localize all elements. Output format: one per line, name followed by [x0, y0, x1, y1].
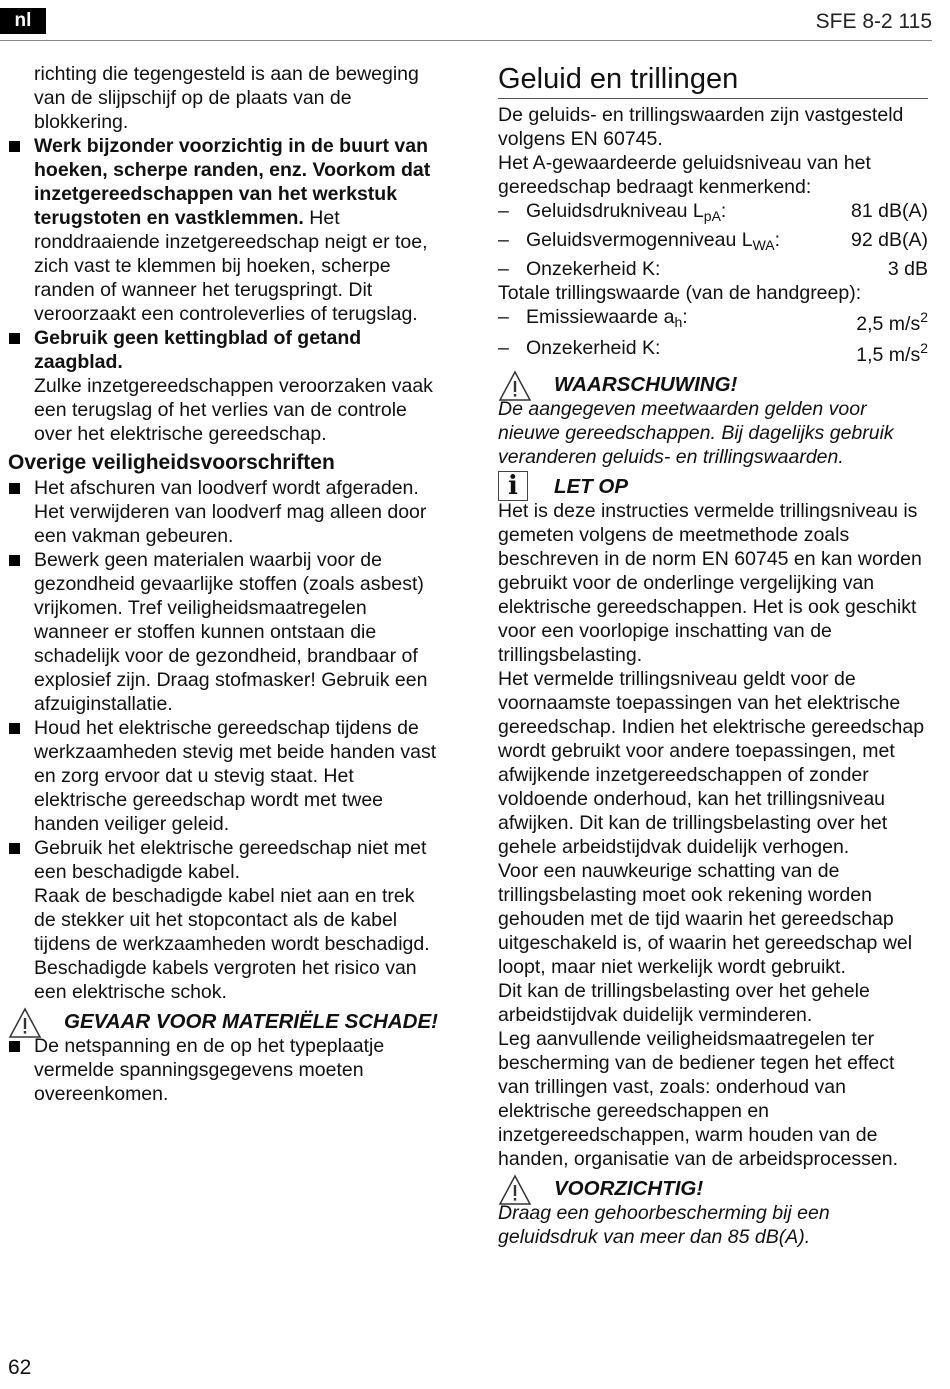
paragraph: Totale trillingswaarde (van de handgreep):	[498, 282, 862, 304]
spec-value: 3 dB	[887, 258, 928, 280]
dash: –	[498, 258, 509, 280]
left-column	[8, 62, 440, 1106]
bullet-text: Het afschuren van loodverf wordt afgeraden. Het verwijderen van loodverf mag alleen door een vakman gebeuren.	[34, 477, 427, 547]
bullet-bold-text: Werk bijzonder voorzichtig in de buurt van hoeken, scherpe randen, enz. Voorkom dat inzetgereedschappen van het werkstuk terugstoten en vastklemmen.	[34, 135, 431, 229]
section-subheading: Overige veiligheidsvoorschriften	[8, 451, 335, 474]
spec-colon: :	[682, 306, 688, 328]
caution-block	[498, 1177, 928, 1201]
spec-superscript: 2	[920, 340, 928, 356]
paragraph: Raak de beschadigde kabel niet aan en trek de stekker uit het stopcontact als de kabel tijdens de werkzaamheden wordt beschadigd. Beschadigde kabels vergroten het risico van een elektrische schok.	[34, 885, 430, 1003]
list-item	[8, 134, 440, 326]
note-block	[498, 471, 928, 501]
paragraph: richting die tegengesteld is aan de beweging van de slijpschijf op de plaats van de blokkering.	[34, 63, 419, 133]
page-number: 62	[8, 1356, 32, 1379]
spec-label: Emissiewaarde a	[526, 306, 675, 328]
warning-text: De aangegeven meetwaarden gelden voor nieuwe gereedschappen. Bij dagelijks gebruik veranderen geluids- en trillingswaarden.	[498, 398, 894, 468]
bullet-text: Gebruik het elektrische gereedschap niet met een beschadigde kabel.	[34, 837, 427, 883]
paragraph: Dit kan de trillingsbelasting over het gehele arbeidstijdvak duidelijk verminderen.	[498, 980, 870, 1026]
bullet-square-icon	[9, 555, 20, 566]
bullet-square-icon	[9, 723, 20, 734]
spec-row	[498, 305, 928, 336]
dash: –	[498, 229, 509, 251]
list-item	[8, 836, 440, 884]
paragraph: Voor een nauwkeurige schatting van de trillingsbelasting moet ook rekening worden gehouden met de tijd waarin het gereedschap uitgeschakeld is, of waarin het gereedschap wel loopt, maar niet werkelijk wordt gebruikt.	[498, 860, 913, 978]
spec-row	[498, 228, 928, 257]
spec-row	[498, 199, 928, 228]
spec-superscript: 2	[920, 309, 928, 325]
bullet-text: Houd het elektrische gereedschap tijdens de werkzaamheden stevig met beide handen vast en zorg ervoor dat u stevig staat. Het elektrische gereedschap wordt met twee handen veiliger geleid.	[34, 717, 437, 835]
spec-value: 1,5 m/s	[856, 344, 921, 366]
right-column	[498, 62, 928, 1249]
paragraph: Zulke inzetgereedschappen veroorzaken vaak een terugslag of het verlies van de controle over het elektrische gereedschap.	[34, 375, 433, 445]
bullet-text: Bewerk geen materialen waarbij voor de gezondheid gevaarlijke stoffen (zoals asbest) vrijkomen. Tref veiligheidsmaatregelen wanneer er stoffen kunnen ontstaan die schadelijk voor de gezondheid, brandbaar of explosief zijn. Draag stofmasker! Gebruik een afzuiginstallatie.	[34, 549, 428, 715]
warning-title: WAARSCHUWING!	[554, 373, 738, 396]
header-divider	[0, 40, 932, 41]
spec-colon: :	[774, 229, 781, 251]
spec-value: 92 dB(A)	[851, 229, 928, 251]
list-item	[8, 716, 440, 836]
spec-subscript: WA	[752, 237, 775, 253]
bullet-square-icon	[9, 141, 20, 152]
spec-colon: :	[720, 200, 727, 222]
caution-text: Draag een gehoorbescherming bij een geluidsdruk van meer dan 85 dB(A).	[498, 1202, 830, 1248]
bullet-text: De netspanning en de op het typeplaatje vermelde spanningsgegevens moeten overeenkomen.	[34, 1035, 385, 1105]
warning-block	[498, 373, 928, 397]
bullet-square-icon	[9, 1041, 20, 1052]
spec-subscript: pA	[703, 208, 721, 224]
spec-label: Geluidsdrukniveau L	[526, 200, 704, 222]
spec-row	[498, 257, 928, 281]
spec-value: 81 dB(A)	[851, 200, 928, 222]
spec-subscript: h	[674, 314, 683, 330]
dash: –	[498, 337, 509, 359]
dash: –	[498, 200, 509, 222]
spec-value: 2,5 m/s	[856, 313, 921, 335]
bullet-square-icon	[9, 483, 20, 494]
spec-label: Onzekerheid K:	[526, 258, 661, 280]
dash: –	[498, 306, 509, 328]
caution-title: VOORZICHTIG!	[554, 1177, 704, 1200]
paragraph: Het A-gewaardeerde geluidsniveau van het gereedschap bedraagt kenmerkend:	[498, 152, 871, 198]
spec-label: Geluidsvermogenniveau L	[526, 229, 753, 251]
section-heading: Geluid en trillingen	[498, 62, 928, 99]
info-icon: i	[498, 471, 528, 501]
paragraph: Het is deze instructies vermelde trillingsniveau is gemeten volgens de meetmethode zoals beschreven in de norm EN 60745 en kan worden gebruikt voor de onderlinge vergelijking van elektrische gereedschappen. Het is ook geschikt voor een voorlopige inschatting van de trillingsbelasting.	[498, 500, 922, 666]
damage-warning	[8, 1010, 440, 1034]
spec-row	[498, 336, 928, 367]
list-item	[8, 548, 440, 716]
paragraph: De geluids- en trillingswaarden zijn vastgesteld volgens EN 60745.	[498, 104, 904, 150]
bullet-square-icon	[9, 843, 20, 854]
list-item	[8, 326, 440, 374]
document-id: SFE 8-2 115	[815, 10, 932, 33]
warning-triangle-icon	[498, 1174, 532, 1206]
note-title: LET OP	[554, 475, 629, 498]
bullet-bold-text: Gebruik geen kettingblad of getand zaagblad.	[34, 327, 362, 373]
warning-triangle-icon	[498, 370, 532, 402]
paragraph: Leg aanvullende veiligheidsmaatregelen ter bescherming van de bediener tegen het effect van trillingen vast, zoals: onderhoud van elektrische gereedschappen en inzetgereedschappen, warm houden van de handen, organisatie van de arbeidsprocessen.	[498, 1028, 899, 1170]
spec-label: Onzekerheid K:	[526, 337, 661, 359]
list-item	[8, 1034, 440, 1106]
language-badge: nl	[0, 8, 46, 34]
bullet-text: Het ronddraaiende inzetgereedschap neigt er toe, zich vast te klemmen bij hoeken, scherpe randen of wanneer het terugspringt. Dit veroorzaakt een controleverlies of terugslag.	[34, 207, 428, 325]
paragraph: Het vermelde trillingsniveau geldt voor de voornaamste toepassingen van het elektrische gereedschap. Indien het elektrische gereedschap wordt gebruikt voor andere toepassingen, met afwijkende inzetgereedschappen of zonder voldoende onderhoud, kan het trillingsniveau afwijken. Dit kan de trillingsbelasting over het gehele arbeidstijdvak duidelijk verhogen.	[498, 668, 925, 858]
bullet-square-icon	[9, 333, 20, 344]
warning-title: GEVAAR VOOR MATERIËLE SCHADE!	[64, 1010, 438, 1033]
list-item	[8, 476, 440, 548]
